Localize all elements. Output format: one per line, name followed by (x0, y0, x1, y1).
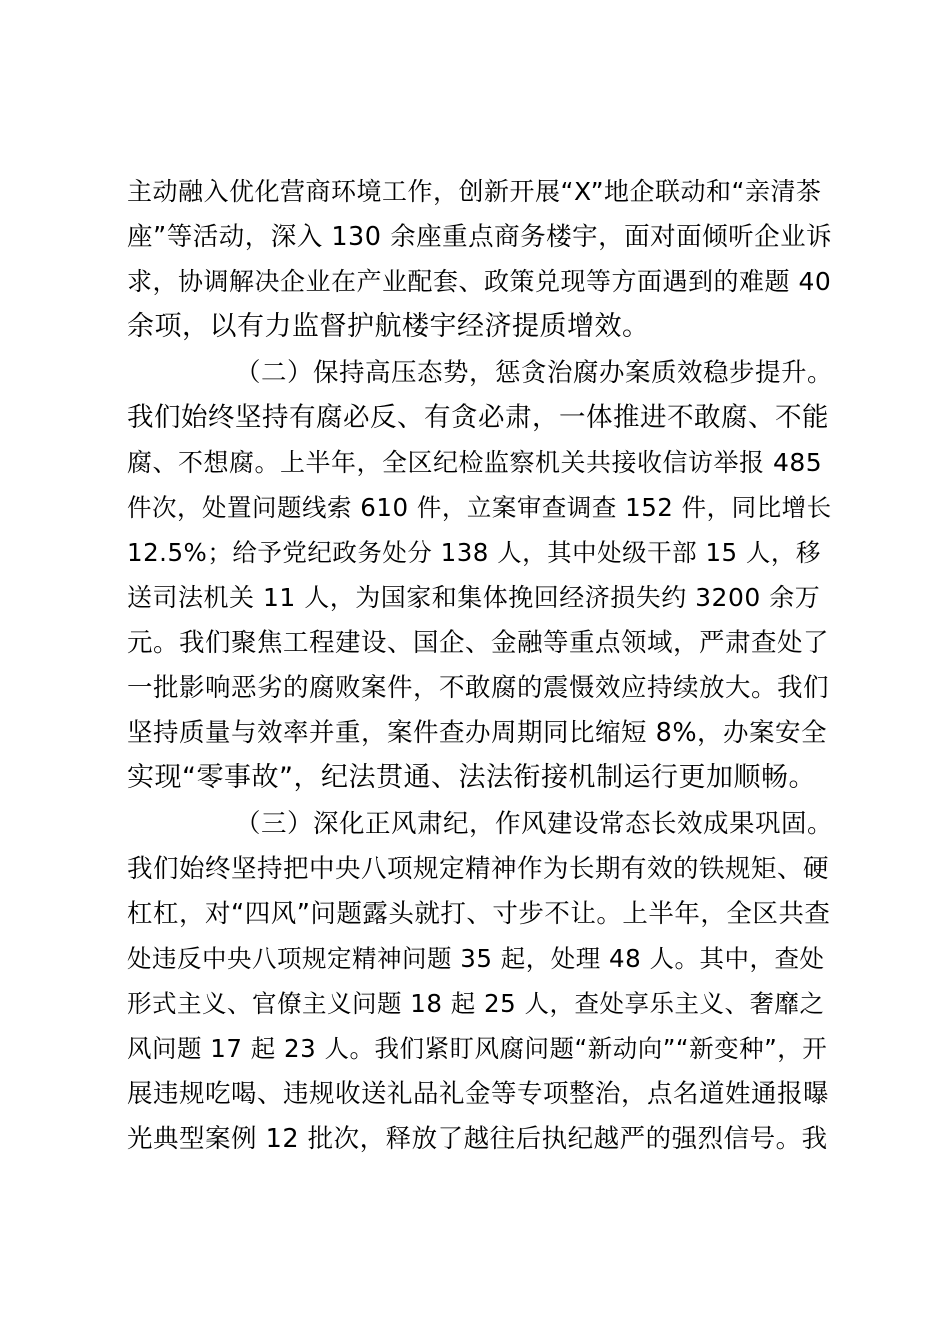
text-line: 求，协调解决企业在产业配套、政策兑现等方面遇到的难题 40 (127, 267, 832, 296)
text-line: 一批影响恶劣的腐败案件，不敢腐的震慑效应持续放大。我们 (127, 673, 830, 703)
text-line: 我们始终坚持把中央八项规定精神作为长期有效的铁规矩、硬 (127, 854, 830, 884)
text-line: 坚持质量与效率并重，案件查办周期同比缩短 8%，办案安全 (127, 718, 828, 748)
text-line: 座”等活动，深入 130 余座重点商务楼宇，面对面倾听企业诉 (127, 222, 833, 252)
text-line: 件次，处置问题线索 610 件，立案审查调查 152 件，同比增长 (127, 493, 832, 522)
text-line: 风问题 17 起 23 人。我们紧盯风腐问题“新动向”“新变种”，开 (127, 1034, 828, 1063)
text-line: 展违规吃喝、违规收送礼品礼金等专项整治，点名道姓通报曝 (127, 1079, 830, 1109)
text-line: 处违反中央八项规定精神问题 35 起，处理 48 人。其中，查处 (127, 944, 825, 973)
text-line: 元。我们聚焦工程建设、国企、金融等重点领域，严肃查处了 (127, 628, 830, 658)
text-line: 光典型案例 12 批次，释放了越往后执纪越严的强烈信号。我 (127, 1124, 828, 1154)
text-line: 余项，以有力监督护航楼宇经济提质增效。 (127, 311, 650, 342)
section-heading: （二）保持高压态势，惩贪治腐办案质效稳步提升。 (235, 358, 834, 388)
text-line: 实现“零事故”，纪法贯通、法法衔接机制运行更加顺畅。 (127, 762, 816, 793)
text-line: 主动融入优化营商环境工作，创新开展“X”地企联动和“亲清茶 (127, 177, 822, 206)
text-line: 腐、不想腐。上半年，全区纪检监察机关共接收信访举报 485 (127, 448, 823, 477)
text-line: 形式主义、官僚主义问题 18 起 25 人，查处享乐主义、奢靡之 (127, 989, 825, 1018)
text-line: 我们始终坚持有腐必反、有贪必肃，一体推进不敢腐、不能 (127, 402, 829, 433)
text-line: 12.5%；给予党纪政务处分 138 人，其中处级干部 15 人，移 (127, 538, 821, 567)
text-line: 杠杠，对“四风”问题露头就打、寸步不让。上半年，全区共查 (127, 899, 831, 929)
text-line: 送司法机关 11 人，为国家和集体挽回经济损失约 3200 余万 (127, 583, 821, 612)
section-heading: （三）深化正风肃纪，作风建设常态长效成果巩固。 (235, 809, 834, 839)
